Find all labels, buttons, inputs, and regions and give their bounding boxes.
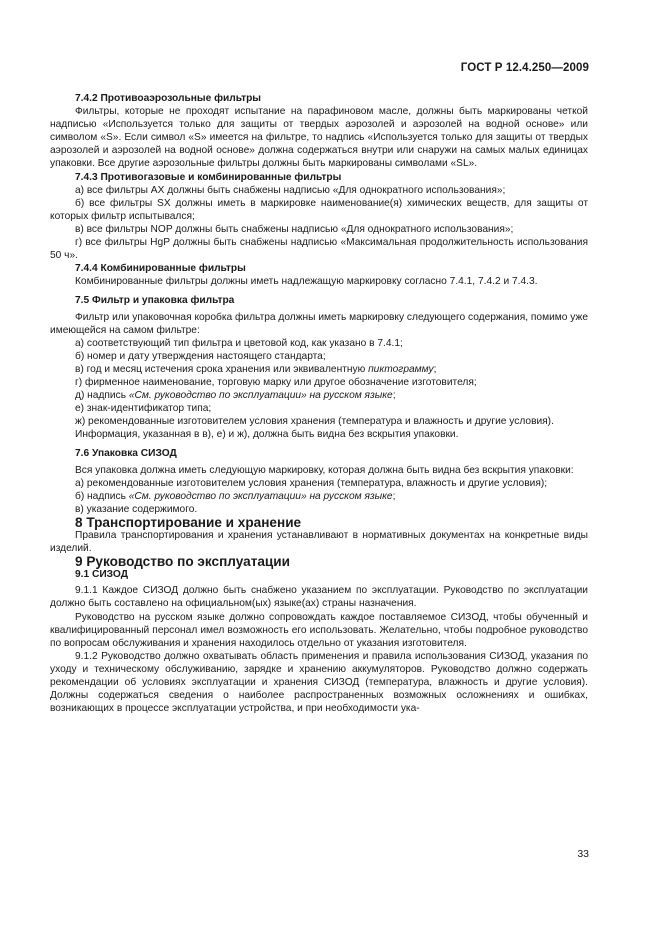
section-9-1-1-text-2: Руководство на русском языке должно сопровождать каждое поставляемое СИЗОД, чтобы обученный и квалифицированный персонал имел возможность его использовать. Желательно, чтобы подробное руководство по вопросам обслуживания и хранения находилось отдельно от указания изготовителя. <box>50 611 588 649</box>
section-8-heading: 8 Транспортирование и хранение <box>75 514 302 530</box>
section-8-text: Правила транспортирования и хранения устанавливают в нормативных документах на конкретные виды изделий. <box>50 530 588 555</box>
document-id-header: ГОСТ Р 12.4.250—2009 <box>460 62 589 74</box>
list-item: в) год и месяц истечения срока хранения или эквивалентную пиктограмму; <box>75 363 437 375</box>
list-item: д) надпись «См. руководство по эксплуатации» на русском языке; <box>75 390 396 402</box>
section-7-4-3-heading: 7.4.3 Противогазовые и комбинированные фильтры <box>75 171 342 183</box>
list-item: а) соответствующий тип фильтра и цветовой код, как указано в 7.4.1; <box>75 337 403 349</box>
section-7-5-intro: Фильтр или упаковочная коробка фильтра должны иметь маркировку следующего содержания, помимо уже имеющейся на самом фильтре: <box>50 311 588 336</box>
list-item: в) указание содержимого. <box>75 503 198 515</box>
list-item: б) номер и дату утверждения настоящего стандарта; <box>75 350 326 362</box>
list-item: а) все фильтры АХ должны быть снабжены надписью «Для однократного использования»; <box>75 184 506 196</box>
section-7-4-4-text: Комбинированные фильтры должны иметь надлежащую маркировку согласно 7.4.1, 7.4.2 и 7.4.3. <box>75 276 538 288</box>
section-7-5-heading: 7.5 Фильтр и упаковка фильтра <box>75 295 235 307</box>
section-9-1-heading: 9.1 СИЗОД <box>75 569 128 581</box>
section-9-1-2-text: 9.1.2 Руководство должно охватывать область применения и правила использования СИЗОД, указания по уходу и техническому обслуживанию, зарядке и хранению аккумуляторов. Руководство должно содержать рекомендации об условиях эксплуатации и хранения СИЗОД (температура, влажность и другие условия). Должны содержаться сведения о наиболее распространенных возможных осложнениях и ошибках, возникающих в процессе эксплуатации устройства, и при необходимости ука- <box>50 650 588 715</box>
section-9-heading: 9 Руководство по эксплуатации <box>75 554 290 570</box>
section-7-6-intro: Вся упаковка должна иметь следующую маркировку, которая должна быть видна без вскрытия упаковки: <box>75 464 574 476</box>
list-item: а) рекомендованные изготовителем условия хранения (температура, влажность и другие условия); <box>75 477 548 489</box>
section-7-6-heading: 7.6 Упаковка СИЗОД <box>75 448 177 460</box>
section-7-4-4-heading: 7.4.4 Комбинированные фильтры <box>75 263 246 275</box>
page-number: 33 <box>577 848 589 860</box>
section-7-4-2-text: Фильтры, которые не проходят испытание на парафиновом масле, должны быть маркированы четкой надписью «Используется только для защиты от твердых аэрозолей и аэрозолей на водной основе» или символом «S». Если символ «S» имеется на фильтре, то надпись «Используется только для защиты от твердых аэрозолей и аэрозолей на водной основе» должна содержаться внутри или снаружи на самых малых единицах упаковки. Все другие аэрозольные фильтры должны быть маркированы символами «SL». <box>50 106 588 170</box>
section-7-4-2-heading: 7.4.2 Противоаэрозольные фильтры <box>75 93 261 104</box>
list-item: г) все фильтры HgP должны быть снабжены надписью «Максимальная продолжительность использования 50 ч». <box>50 237 588 262</box>
section-9-1-1-text: 9.1.1 Каждое СИЗОД должно быть снабжено указанием по эксплуатации. Руководство по эксплуатации должно быть составлено на официальном(ых) языке(ах) страны назначения. <box>50 585 588 610</box>
page-content <box>50 92 588 715</box>
section-7-5-note: Информация, указанная в в), е) и ж), должна быть видна без вскрытия упаковки. <box>75 429 459 441</box>
list-item: г) фирменное наименование, торговую марку или другое обозначение изготовителя; <box>75 376 477 388</box>
list-item: ж) рекомендованные изготовителем условия хранения (температура и влажность и другие условия). <box>75 416 554 428</box>
list-item: в) все фильтры NOP должны быть снабжены надписью «Для однократного использования»; <box>75 223 514 235</box>
list-item: б) все фильтры SX должны иметь в маркировке наименование(я) химических веществ, для защиты от которых фильтр испытывался; <box>50 197 588 222</box>
list-item: е) знак-идентификатор типа; <box>75 403 212 415</box>
list-item: б) надпись «См. руководство по эксплуатации» на русском языке; <box>75 490 396 502</box>
